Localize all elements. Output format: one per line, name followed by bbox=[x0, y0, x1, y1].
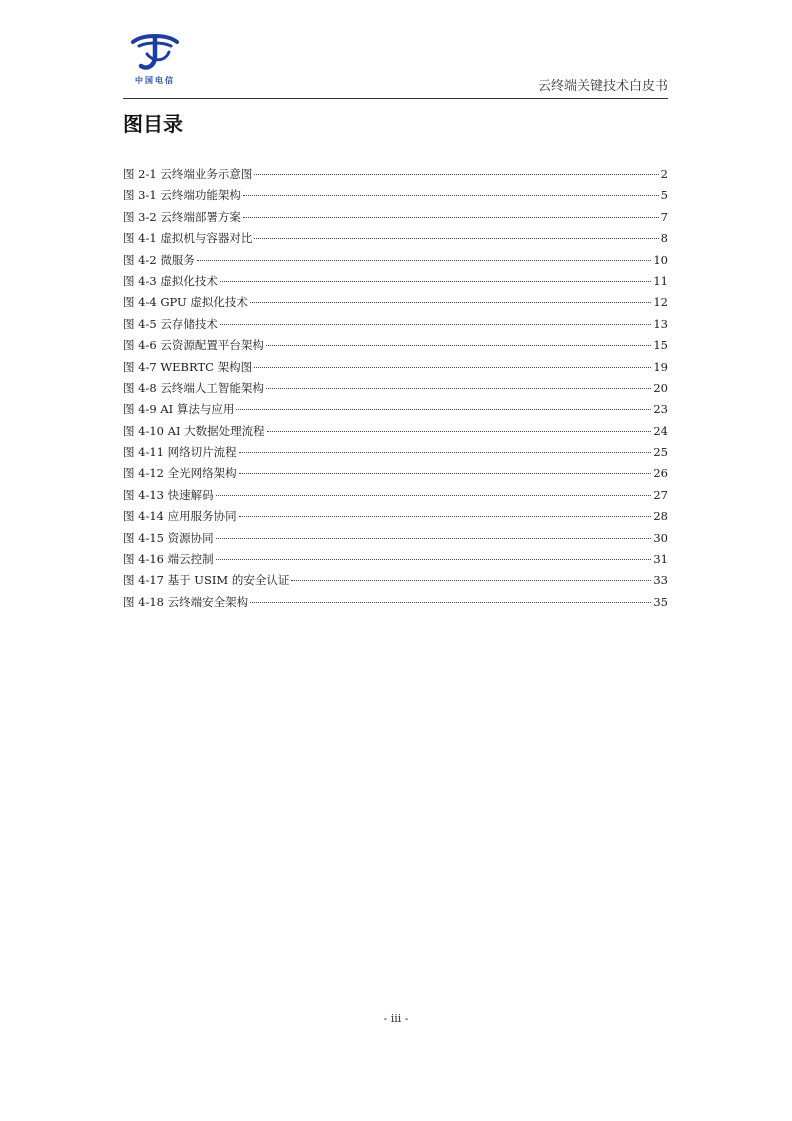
toc-leader-dots bbox=[216, 559, 652, 560]
toc-entry[interactable] bbox=[123, 506, 668, 527]
toc-entry-page: 11 bbox=[653, 273, 668, 288]
toc-entry[interactable] bbox=[123, 549, 668, 570]
toc-entry[interactable] bbox=[123, 592, 668, 613]
toc-leader-dots bbox=[239, 452, 652, 453]
toc-entry[interactable] bbox=[123, 314, 668, 335]
toc-entry-page: 30 bbox=[653, 530, 668, 545]
toc-entry[interactable] bbox=[123, 378, 668, 399]
toc-entry-page: 28 bbox=[653, 509, 668, 524]
toc-entry[interactable] bbox=[123, 421, 668, 442]
toc-entry[interactable] bbox=[123, 335, 668, 356]
toc-leader-dots bbox=[239, 516, 652, 517]
toc-entry-page: 26 bbox=[653, 466, 668, 481]
toc-entry-page: 12 bbox=[653, 295, 668, 310]
toc-entry-label: 图 3-2 云终端部署方案 bbox=[123, 209, 241, 224]
toc-leader-dots bbox=[220, 281, 652, 282]
toc-entry-label: 图 4-4 GPU 虚拟化技术 bbox=[123, 295, 248, 310]
toc-leader-dots bbox=[291, 580, 651, 581]
toc-leader-dots bbox=[220, 324, 652, 325]
toc-entry-page: 8 bbox=[660, 231, 668, 246]
toc-entry-page: 20 bbox=[653, 380, 668, 395]
toc-leader-dots bbox=[197, 260, 652, 261]
logo-text: 中国电信 bbox=[135, 75, 175, 85]
toc-entry-label: 图 4-13 快速解码 bbox=[123, 487, 214, 502]
document-title: 云终端关键技术白皮书 bbox=[537, 79, 668, 94]
toc-entry-page: 2 bbox=[660, 167, 668, 181]
toc-entry[interactable] bbox=[123, 463, 668, 484]
toc-leader-dots bbox=[243, 217, 659, 218]
toc-entry[interactable] bbox=[123, 207, 668, 228]
toc-entry-label: 图 4-8 云终端人工智能架构 bbox=[123, 380, 264, 395]
toc-leader-dots bbox=[254, 367, 651, 368]
toc-entry-page: 25 bbox=[653, 445, 668, 460]
toc-leader-dots bbox=[254, 174, 658, 175]
toc-entry-label: 图 4-6 云资源配置平台架构 bbox=[123, 338, 264, 353]
toc-entry-label: 图 4-5 云存储技术 bbox=[123, 316, 218, 331]
page-number: - iii - bbox=[383, 1012, 409, 1025]
toc-entry-label: 图 4-16 端云控制 bbox=[123, 552, 214, 567]
toc-entry[interactable] bbox=[123, 292, 668, 313]
toc-entry-label: 图 4-9 AI 算法与应用 bbox=[123, 402, 235, 417]
toc-entry-page: 23 bbox=[653, 402, 668, 417]
toc-leader-dots bbox=[236, 409, 651, 410]
toc-entry-page: 7 bbox=[660, 209, 668, 224]
toc-entry-label: 图 4-11 网络切片流程 bbox=[123, 445, 237, 460]
toc-leader-dots bbox=[243, 195, 659, 196]
toc-entry[interactable] bbox=[123, 185, 668, 206]
toc-entry-page: 10 bbox=[653, 252, 668, 267]
toc-entry-page: 24 bbox=[653, 423, 668, 438]
toc-entry-label: 图 3-1 云终端功能架构 bbox=[123, 188, 241, 203]
toc-entry[interactable] bbox=[123, 528, 668, 549]
toc-entry-label: 图 4-14 应用服务协同 bbox=[123, 509, 237, 524]
toc-entry-page: 33 bbox=[653, 573, 668, 588]
toc-entry-label: 图 4-3 虚拟化技术 bbox=[123, 273, 218, 288]
toc-entry[interactable] bbox=[123, 485, 668, 506]
toc-entry-label: 图 4-7 WEBRTC 架构图 bbox=[123, 359, 253, 374]
page-title: 图目录 bbox=[123, 112, 183, 136]
toc-entry-label: 图 4-10 AI 大数据处理流程 bbox=[123, 423, 265, 438]
toc-entry-label: 图 4-12 全光网络架构 bbox=[123, 466, 237, 481]
toc-entry[interactable] bbox=[123, 250, 668, 271]
toc-entry-label: 图 4-15 资源协同 bbox=[123, 530, 214, 545]
toc-entry-page: 35 bbox=[653, 594, 668, 609]
toc-entry-page: 31 bbox=[653, 552, 668, 567]
toc-leader-dots bbox=[239, 473, 652, 474]
figure-list bbox=[123, 164, 668, 613]
toc-leader-dots bbox=[250, 602, 651, 603]
toc-entry-page: 13 bbox=[653, 316, 668, 331]
toc-entry-label: 图 4-18 云终端安全架构 bbox=[123, 594, 249, 609]
toc-leader-dots bbox=[216, 495, 652, 496]
toc-entry-page: 19 bbox=[653, 359, 668, 374]
page-header bbox=[123, 30, 668, 99]
china-telecom-logo bbox=[125, 32, 183, 94]
toc-entry-page: 27 bbox=[653, 487, 668, 502]
toc-entry-label: 图 4-2 微服务 bbox=[123, 252, 195, 267]
toc-entry[interactable] bbox=[123, 228, 668, 249]
toc-entry[interactable] bbox=[123, 570, 668, 591]
toc-leader-dots bbox=[266, 388, 652, 389]
toc-entry[interactable] bbox=[123, 399, 668, 420]
toc-entry-label: 图 4-1 虚拟机与容器对比 bbox=[123, 231, 253, 246]
toc-entry-page: 5 bbox=[660, 188, 668, 203]
toc-leader-dots bbox=[266, 345, 652, 346]
toc-entry[interactable] bbox=[123, 271, 668, 292]
toc-leader-dots bbox=[216, 538, 652, 539]
toc-entry[interactable] bbox=[123, 442, 668, 463]
toc-entry-label: 图 4-17 基于 USIM 的安全认证 bbox=[123, 573, 290, 588]
toc-entry[interactable] bbox=[123, 357, 668, 378]
toc-leader-dots bbox=[267, 431, 652, 432]
toc-entry-label: 图 2-1 云终端业务示意图 bbox=[123, 167, 253, 181]
toc-entry[interactable] bbox=[123, 164, 668, 185]
toc-leader-dots bbox=[254, 238, 658, 239]
toc-entry-page: 15 bbox=[653, 338, 668, 353]
toc-leader-dots bbox=[250, 302, 651, 303]
